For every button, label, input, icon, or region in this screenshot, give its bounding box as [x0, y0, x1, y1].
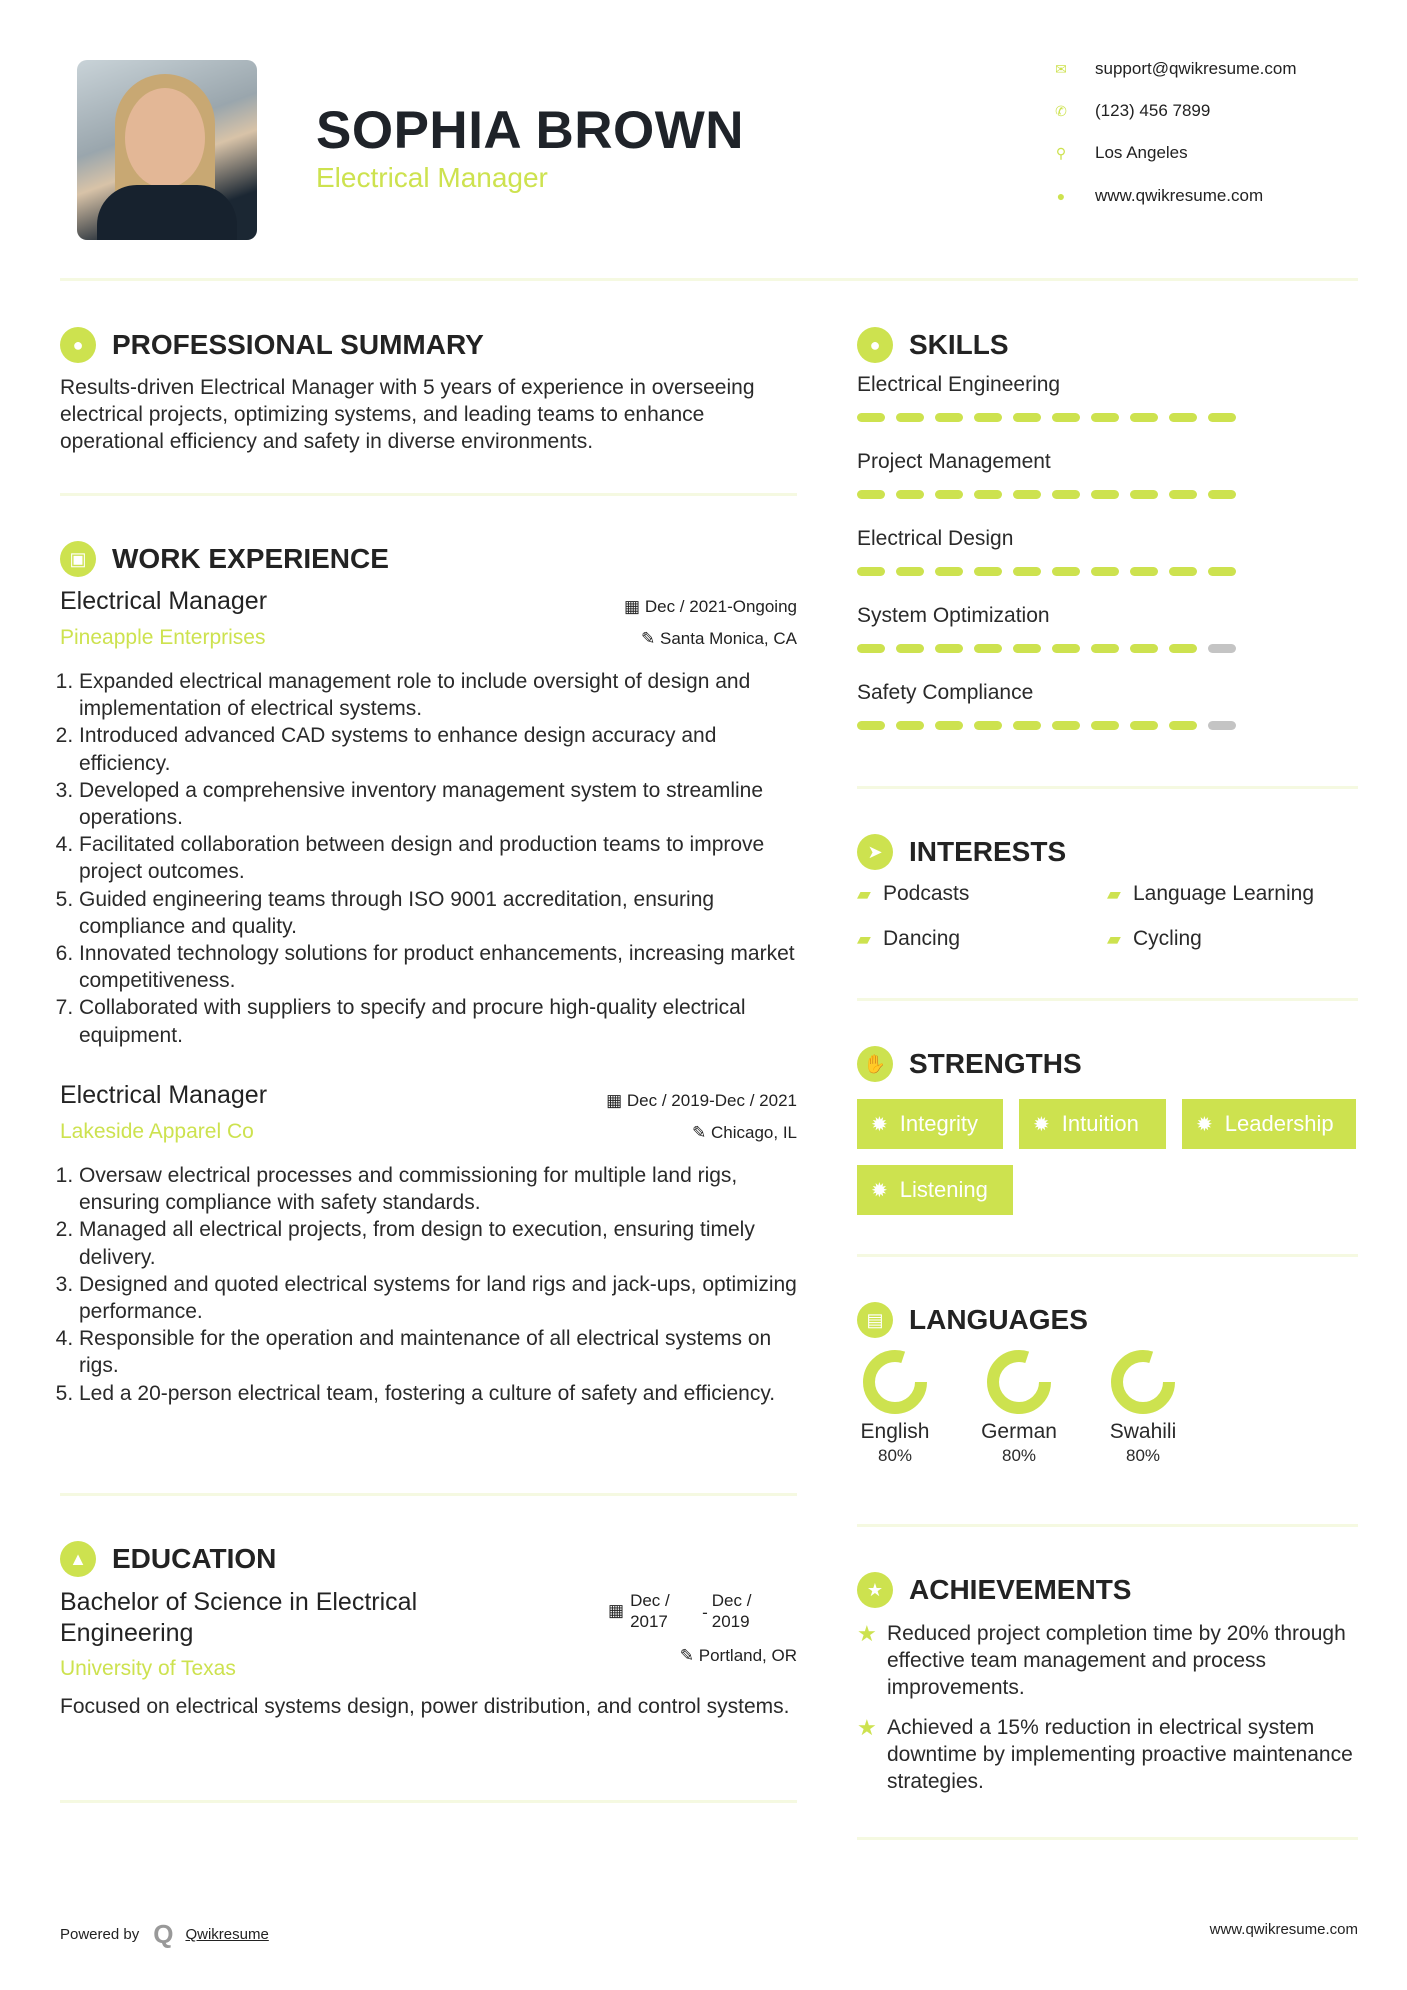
job-title: Electrical Manager [60, 587, 268, 615]
section-title: LANGUAGES [909, 1304, 1088, 1335]
skill-level-bar [857, 490, 1277, 499]
skill-level-segment [1052, 567, 1080, 576]
contact-email[interactable] [1053, 57, 1297, 81]
skill-level-segment [1208, 644, 1236, 653]
language-name: German [981, 1420, 1057, 1443]
skill-level-segment [1013, 721, 1041, 730]
strength-tag [857, 1165, 1013, 1215]
skill-level-segment [857, 721, 885, 730]
interest-item [1107, 879, 1314, 909]
skill-level-segment [1091, 490, 1119, 499]
language-item [1088, 1350, 1198, 1466]
skill-level-segment [896, 644, 924, 653]
section-title: ACHIEVEMENTS [909, 1574, 1132, 1605]
skill-level-segment [935, 490, 963, 499]
strength-label: Leadership [1224, 1111, 1334, 1136]
section-divider [857, 786, 1358, 789]
strength-tag [1019, 1099, 1166, 1149]
job-duty-item: 1. Expanded electrical management role to include oversight of design and implementation of electrical systems. [79, 668, 800, 722]
skill-level-segment [1169, 567, 1197, 576]
graduation-icon: ▲ [60, 1541, 96, 1577]
job-duty-item: 2. Introduced advanced CAD systems to enhance design accuracy and efficiency. [79, 722, 800, 776]
strengths-heading [857, 1044, 1082, 1084]
footer-powered [60, 1919, 269, 1950]
skill-level-bar [857, 644, 1277, 653]
language-level-ring [863, 1350, 927, 1414]
skill-level-segment [896, 567, 924, 576]
skill-level-segment [974, 413, 1002, 422]
skill-level-segment [857, 567, 885, 576]
globe-icon: ● [1056, 188, 1066, 204]
achievement-item [857, 1714, 1357, 1795]
skill-level-segment [1169, 413, 1197, 422]
section-divider [857, 998, 1358, 1001]
education-text: Focused on electrical systems design, power distribution, and control systems. [60, 1695, 790, 1718]
job-duty-item: 3. Designed and quoted electrical systems for land rigs and jack-ups, optimizing performance. [79, 1271, 800, 1325]
skill-level-segment [974, 644, 1002, 653]
profile-photo [77, 60, 257, 240]
section-title: WORK EXPERIENCE [112, 543, 389, 574]
section-title: SKILLS [909, 329, 1009, 360]
footer-url[interactable]: www.qwikresume.com [1209, 1921, 1358, 1938]
book-icon: ▰ [857, 928, 871, 949]
contact-text: support@qwikresume.com [1095, 59, 1297, 78]
language-level-ring [987, 1350, 1051, 1414]
job-duty-item: 2. Managed all electrical projects, from design to execution, ensuring timely delivery. [79, 1216, 800, 1270]
book-icon: ▰ [1107, 883, 1121, 904]
badge-icon: ✹ [871, 1113, 888, 1136]
skill-level-segment [1091, 644, 1119, 653]
language-name: English [860, 1420, 930, 1443]
skill-level-segment [896, 490, 924, 499]
achievement-text: Achieved a 15% reduction in electrical system downtime by implementing proactive maintenance strategies. [887, 1716, 1353, 1793]
paper-plane-icon: ➤ [857, 834, 893, 870]
education-dates [608, 1590, 762, 1632]
interest-label: Cycling [1133, 927, 1202, 950]
language-percent: 80% [1125, 1446, 1161, 1465]
book-icon: ▰ [857, 883, 871, 904]
languages-list [840, 1350, 1198, 1466]
candidate-name: SOPHIA BROWN [316, 101, 745, 160]
candidate-title: Electrical Manager [316, 162, 548, 193]
language-level-arc [993, 1356, 1045, 1408]
job-duty-item: 4. Responsible for the operation and maintenance of all electrical systems on rigs. [79, 1325, 800, 1379]
languages-heading [857, 1300, 1088, 1340]
map-pin-icon: ⚲ [1055, 144, 1067, 161]
location-text: Portland, OR [698, 1646, 797, 1665]
job-date [624, 597, 797, 617]
contact-text: Los Angeles [1095, 143, 1188, 162]
skill-level-segment [974, 721, 1002, 730]
pin-icon: ✎ [679, 1646, 699, 1665]
section-divider [857, 1837, 1358, 1840]
lightbulb-icon: ● [857, 327, 893, 363]
skill-name: Safety Compliance [857, 681, 1034, 704]
contact-text: (123) 456 7899 [1095, 101, 1211, 120]
skill-level-bar [857, 413, 1277, 422]
skill-level-segment [1208, 490, 1236, 499]
skill-level-segment [1091, 567, 1119, 576]
achievement-item [857, 1620, 1357, 1701]
skill-level-segment [1169, 644, 1197, 653]
job-duty-item: 6. Innovated technology solutions for product enhancements, increasing market competitiveness. [79, 940, 800, 994]
skill-level-segment [1130, 721, 1158, 730]
interest-item [857, 924, 960, 954]
skill-level-segment [974, 567, 1002, 576]
section-title: INTERESTS [909, 836, 1067, 867]
language-level-arc [1117, 1356, 1169, 1408]
job-company: Pineapple Enterprises [60, 626, 266, 649]
language-item [840, 1350, 950, 1466]
section-title: PROFESSIONAL SUMMARY [112, 329, 484, 360]
skill-level-segment [1208, 413, 1236, 422]
language-level-arc [869, 1356, 921, 1408]
job-duty-item: 4. Facilitated collaboration between design and production teams to improve project outcomes. [79, 831, 800, 885]
job-duty-item: 5. Guided engineering teams through ISO 9001 accreditation, ensuring compliance and quality. [79, 886, 800, 940]
skill-level-segment [1169, 721, 1197, 730]
skill-level-segment [1052, 721, 1080, 730]
section-divider [60, 493, 797, 496]
strength-tag [857, 1099, 1003, 1149]
skill-item [857, 450, 1277, 527]
degree: Bachelor of Science in Electrical Engineering [60, 1588, 418, 1647]
skill-level-segment [857, 644, 885, 653]
briefcase-icon: ▣ [60, 541, 96, 577]
summary-heading [60, 325, 484, 365]
skill-level-segment [1130, 490, 1158, 499]
job-duty-item: 5. Led a 20-person electrical team, fostering a culture of safety and efficiency. [79, 1380, 800, 1407]
job-company: Lakeside Apparel Co [60, 1120, 254, 1143]
interest-item [857, 879, 969, 909]
skill-item [857, 527, 1277, 604]
skill-level-segment [1052, 490, 1080, 499]
skill-name: System Optimization [857, 604, 1050, 627]
skill-level-segment [1169, 490, 1197, 499]
contact-location [1053, 141, 1188, 165]
skill-name: Electrical Design [857, 527, 1014, 550]
contact-text: www.qwikresume.com [1095, 186, 1264, 205]
skill-level-segment [1091, 413, 1119, 422]
date-separator: - [702, 1603, 708, 1622]
job-duty-item: 3. Developed a comprehensive inventory management system to streamline operations. [79, 777, 800, 831]
date-text: Dec / 2019-Dec / 2021 [626, 1091, 797, 1110]
language-percent: 80% [1001, 1446, 1037, 1465]
language-level-ring [1111, 1350, 1175, 1414]
skills-heading [857, 325, 1009, 365]
skill-level-segment [1091, 721, 1119, 730]
strength-label: Integrity [899, 1111, 979, 1136]
job-location [692, 1123, 797, 1143]
pin-icon: ✎ [641, 629, 660, 648]
date-end: Dec / 2019 [711, 1591, 752, 1631]
strength-label: Listening [899, 1177, 988, 1202]
summary-text: Results-driven Electrical Manager with 5 years of experience in overseeing electrical projects, optimizing systems, and leading teams to enhance operational efficiency and safety in diverse environments. [60, 376, 755, 453]
skill-level-segment [935, 567, 963, 576]
skill-item [857, 373, 1277, 450]
skill-level-segment [1013, 644, 1041, 653]
job-duties-list [60, 1162, 800, 1407]
language-percent: 80% [877, 1446, 913, 1465]
calendar-icon: ▦ [608, 1601, 625, 1620]
interest-label: Dancing [883, 927, 961, 950]
job-title: Electrical Manager [60, 1081, 268, 1109]
skill-level-segment [974, 490, 1002, 499]
skill-level-segment [1052, 413, 1080, 422]
education-heading [60, 1539, 276, 1579]
strength-tag [1182, 1099, 1356, 1149]
badge-icon: ✹ [1196, 1113, 1213, 1136]
skill-name: Project Management [857, 450, 1051, 473]
skill-level-segment [1013, 413, 1041, 422]
section-divider [60, 1493, 797, 1496]
book-icon: ▰ [1107, 928, 1121, 949]
achievements-heading [857, 1570, 1131, 1610]
location-text: Santa Monica, CA [659, 629, 797, 648]
badge-icon: ✹ [1033, 1113, 1050, 1136]
date-text: Dec / 2021-Ongoing [644, 597, 797, 616]
star-icon: ★ [857, 1621, 877, 1646]
skill-level-segment [896, 413, 924, 422]
skill-item [857, 681, 1277, 758]
skill-level-segment [935, 721, 963, 730]
job-date [606, 1091, 797, 1111]
skill-level-segment [935, 644, 963, 653]
powered-by-label: Powered by [60, 1926, 140, 1943]
interests-heading [857, 832, 1066, 872]
section-title: STRENGTHS [909, 1048, 1082, 1079]
user-icon: ● [60, 327, 96, 363]
translate-icon: ▤ [857, 1302, 893, 1338]
skill-level-segment [1208, 567, 1236, 576]
skill-level-segment [1130, 413, 1158, 422]
star-badge-icon: ★ [857, 1572, 893, 1608]
job-location [641, 629, 797, 649]
skill-level-segment [1208, 721, 1236, 730]
star-icon: ★ [857, 1715, 877, 1740]
interest-label: Podcasts [883, 882, 970, 905]
language-name: Swahili [1109, 1420, 1177, 1443]
school: University of Texas [60, 1657, 236, 1680]
skill-item [857, 604, 1277, 681]
skill-level-segment [896, 721, 924, 730]
contact-website[interactable] [1053, 184, 1263, 208]
skill-level-segment [1130, 644, 1158, 653]
qwikresume-logo-icon: Q [153, 1919, 174, 1949]
skill-level-segment [1013, 567, 1041, 576]
date-start: Dec / 2017 [630, 1591, 670, 1631]
skill-name: Electrical Engineering [857, 373, 1061, 396]
skill-level-segment [1130, 567, 1158, 576]
strength-label: Intuition [1061, 1111, 1139, 1136]
language-item [964, 1350, 1074, 1466]
skills-list [857, 373, 1277, 758]
calendar-icon: ▦ [606, 1091, 627, 1110]
section-title: EDUCATION [112, 1543, 277, 1574]
skill-level-segment [857, 490, 885, 499]
badge-icon: ✹ [871, 1179, 888, 1202]
contact-phone[interactable] [1053, 99, 1210, 123]
skill-level-bar [857, 721, 1277, 730]
job-duty-item: 7. Collaborated with suppliers to specify and procure high-quality electrical equipment. [79, 994, 800, 1048]
interest-item [1107, 924, 1202, 954]
envelope-icon: ✉ [1055, 60, 1067, 77]
education-location [680, 1646, 797, 1666]
skill-level-segment [935, 413, 963, 422]
work-heading [60, 539, 389, 579]
phone-icon: ✆ [1055, 102, 1067, 119]
section-divider [60, 1800, 797, 1803]
skill-level-bar [857, 567, 1277, 576]
skill-level-segment [857, 413, 885, 422]
skill-level-segment [1052, 644, 1080, 653]
section-divider [857, 1524, 1358, 1527]
pin-icon: ✎ [692, 1123, 711, 1142]
interest-label: Language Learning [1133, 882, 1315, 905]
hand-icon: ✋ [857, 1046, 893, 1082]
section-divider [857, 1254, 1358, 1257]
job-duty-item: 1. Oversaw electrical processes and commissioning for multiple land rigs, ensuring compliance with safety standards. [79, 1162, 800, 1216]
location-text: Chicago, IL [711, 1123, 797, 1142]
calendar-icon: ▦ [624, 597, 645, 616]
header-divider [60, 278, 1358, 281]
skill-level-segment [1013, 490, 1041, 499]
achievement-text: Reduced project completion time by 20% through effective team management and process improvements. [887, 1622, 1346, 1699]
job-duties-list [60, 668, 800, 1049]
qwikresume-link[interactable]: Qwikresume [185, 1926, 269, 1943]
